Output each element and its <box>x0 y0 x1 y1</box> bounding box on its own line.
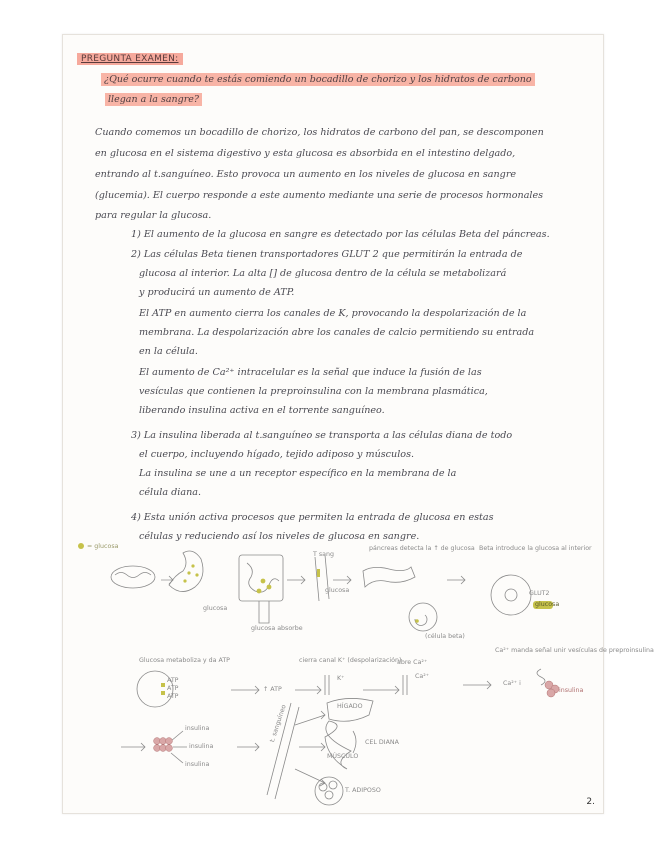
glut2-label: GLUT2 <box>529 590 550 597</box>
notebook-page <box>62 34 654 814</box>
stomach-icon <box>169 551 203 592</box>
pancreas-label: páncreas detecta la ↑ de glucosa <box>369 545 475 552</box>
intro-line: entrando al t.sanguíneo. Esto provoca un aumento en los niveles de glucosa en sangre <box>95 169 517 180</box>
insulin-label: insulina <box>185 725 210 732</box>
step-line: 3) La insulina liberada al t.sanguíneo se transporta a las células diana de todo <box>131 430 513 441</box>
step-line: 1) El aumento de la glucosa en sangre es detectado por las células Beta del páncreas. <box>131 229 550 240</box>
ca-intracellular-label: Ca²⁺ i <box>503 680 521 687</box>
liver-label: HÍGADO <box>337 703 363 710</box>
atp-label: ATP <box>167 677 179 684</box>
exam-question-label: PREGUNTA EXAMEN: <box>77 53 183 65</box>
step-line: 4) Esta unión activa procesos que permiten la entrada de glucosa en estas <box>131 512 494 523</box>
intro-line: en glucosa en el sistema digestivo y esta glucosa es absorbida en el intestino delgado, <box>95 148 516 159</box>
glut2-cell-icon <box>491 575 531 615</box>
potassium-channel-icon <box>325 675 329 695</box>
glucose-small-label: glucosa <box>325 587 350 594</box>
glucose-absorbed-label: glucosa absorbe <box>251 625 303 632</box>
bloodstream-label: t. sanguíneo <box>269 703 288 744</box>
step-line: La insulina se une a un receptor específico en la membrana de la <box>139 468 457 479</box>
step-line: y producirá un aumento de ATP. <box>139 287 295 298</box>
insulin-label: insulina <box>185 761 210 768</box>
k-ion-label: K⁺ <box>337 675 345 682</box>
glucose-dot-icon <box>78 543 84 549</box>
insulin-tag: insulina <box>559 687 584 694</box>
physiology-diagram <box>63 35 603 813</box>
k-channel-label: cierra canal K⁺ (despolarización) <box>299 657 402 664</box>
beta-cell-label: (célula beta) <box>425 633 465 640</box>
question-line-2: llegan a la sangre? <box>105 93 202 106</box>
step-line: El aumento de Ca²⁺ intracelular es la señal que induce la fusión de las <box>139 367 482 378</box>
ca-open-label: abre Ca²⁺ <box>397 659 428 666</box>
step-line: células y reduciendo así los niveles de glucosa en sangre. <box>139 531 420 542</box>
question-line-1: ¿Qué ocurre cuando te estás comiendo un bocadillo de chorizo y los hidratos de carbono <box>101 73 535 86</box>
pancreas-icon <box>363 567 415 587</box>
step-line: vesículas que contienen la preproinsulina con la membrana plasmática, <box>139 386 488 397</box>
step-line: El ATP en aumento cierra los canales de K, provocando la despolarización de la <box>139 308 527 319</box>
glucose-key: = glucosa <box>87 543 119 550</box>
atp-increase-label: ↑ ATP <box>263 686 282 693</box>
step-line: membrana. La despolarización abre los canales de calcio permitiendo su entrada <box>139 327 535 338</box>
beta-cell-icon <box>409 603 437 631</box>
metabolize-label: Glucosa metaboliza y da ATP <box>139 657 230 664</box>
step-line: el cuerpo, incluyendo hígado, tejido adiposo y músculos. <box>139 449 415 460</box>
beta-introduce-label: Beta introduce la glucosa al interior <box>479 545 592 552</box>
atp-label: ATP <box>167 685 179 692</box>
blood-vessel-icon <box>315 555 329 601</box>
step-line: liberando insulina activa en el torrente sanguíneo. <box>139 405 385 416</box>
glucose-tag: glucosa <box>535 601 560 608</box>
adipose-label: T. ADIPOSO <box>345 787 381 794</box>
ca-ion-label: Ca²⁺ <box>415 673 430 680</box>
page-number: 2. <box>586 797 595 807</box>
blood-label: T sang <box>313 551 334 558</box>
glucose-label: glucosa <box>203 605 228 612</box>
atp-label: ATP <box>167 693 179 700</box>
step-line: glucosa al interior. La alta [] de glucosa dentro de la célula se metabolizará <box>139 268 507 279</box>
sandwich-filling <box>115 573 151 578</box>
intestine-icon <box>239 555 283 601</box>
muscle-icon <box>325 721 351 769</box>
calcium-channel-icon <box>403 675 407 695</box>
insulin-label: insulina <box>189 743 214 750</box>
muscle-label: MÚSCULO <box>327 753 359 760</box>
intro-line: (glucemia). El cuerpo responde a este aumento mediante una serie de procesos hormonales <box>95 190 544 201</box>
step-line: 2) Las células Beta tienen transportadores GLUT 2 que permitirán la entrada de <box>131 249 523 260</box>
ca-signal-label: Ca²⁺ manda señal unir vesículas de preproinsulina <box>495 647 654 654</box>
step-line: en la célula. <box>139 346 198 357</box>
step-line: célula diana. <box>139 487 202 498</box>
intro-line: Cuando comemos un bocadillo de chorizo, los hidratos de carbono del pan, se descomponen <box>95 127 544 138</box>
intro-line: para regular la glucosa. <box>95 210 212 221</box>
sandwich-icon <box>111 566 155 588</box>
target-cells-label: CEL DIANA <box>365 739 399 746</box>
